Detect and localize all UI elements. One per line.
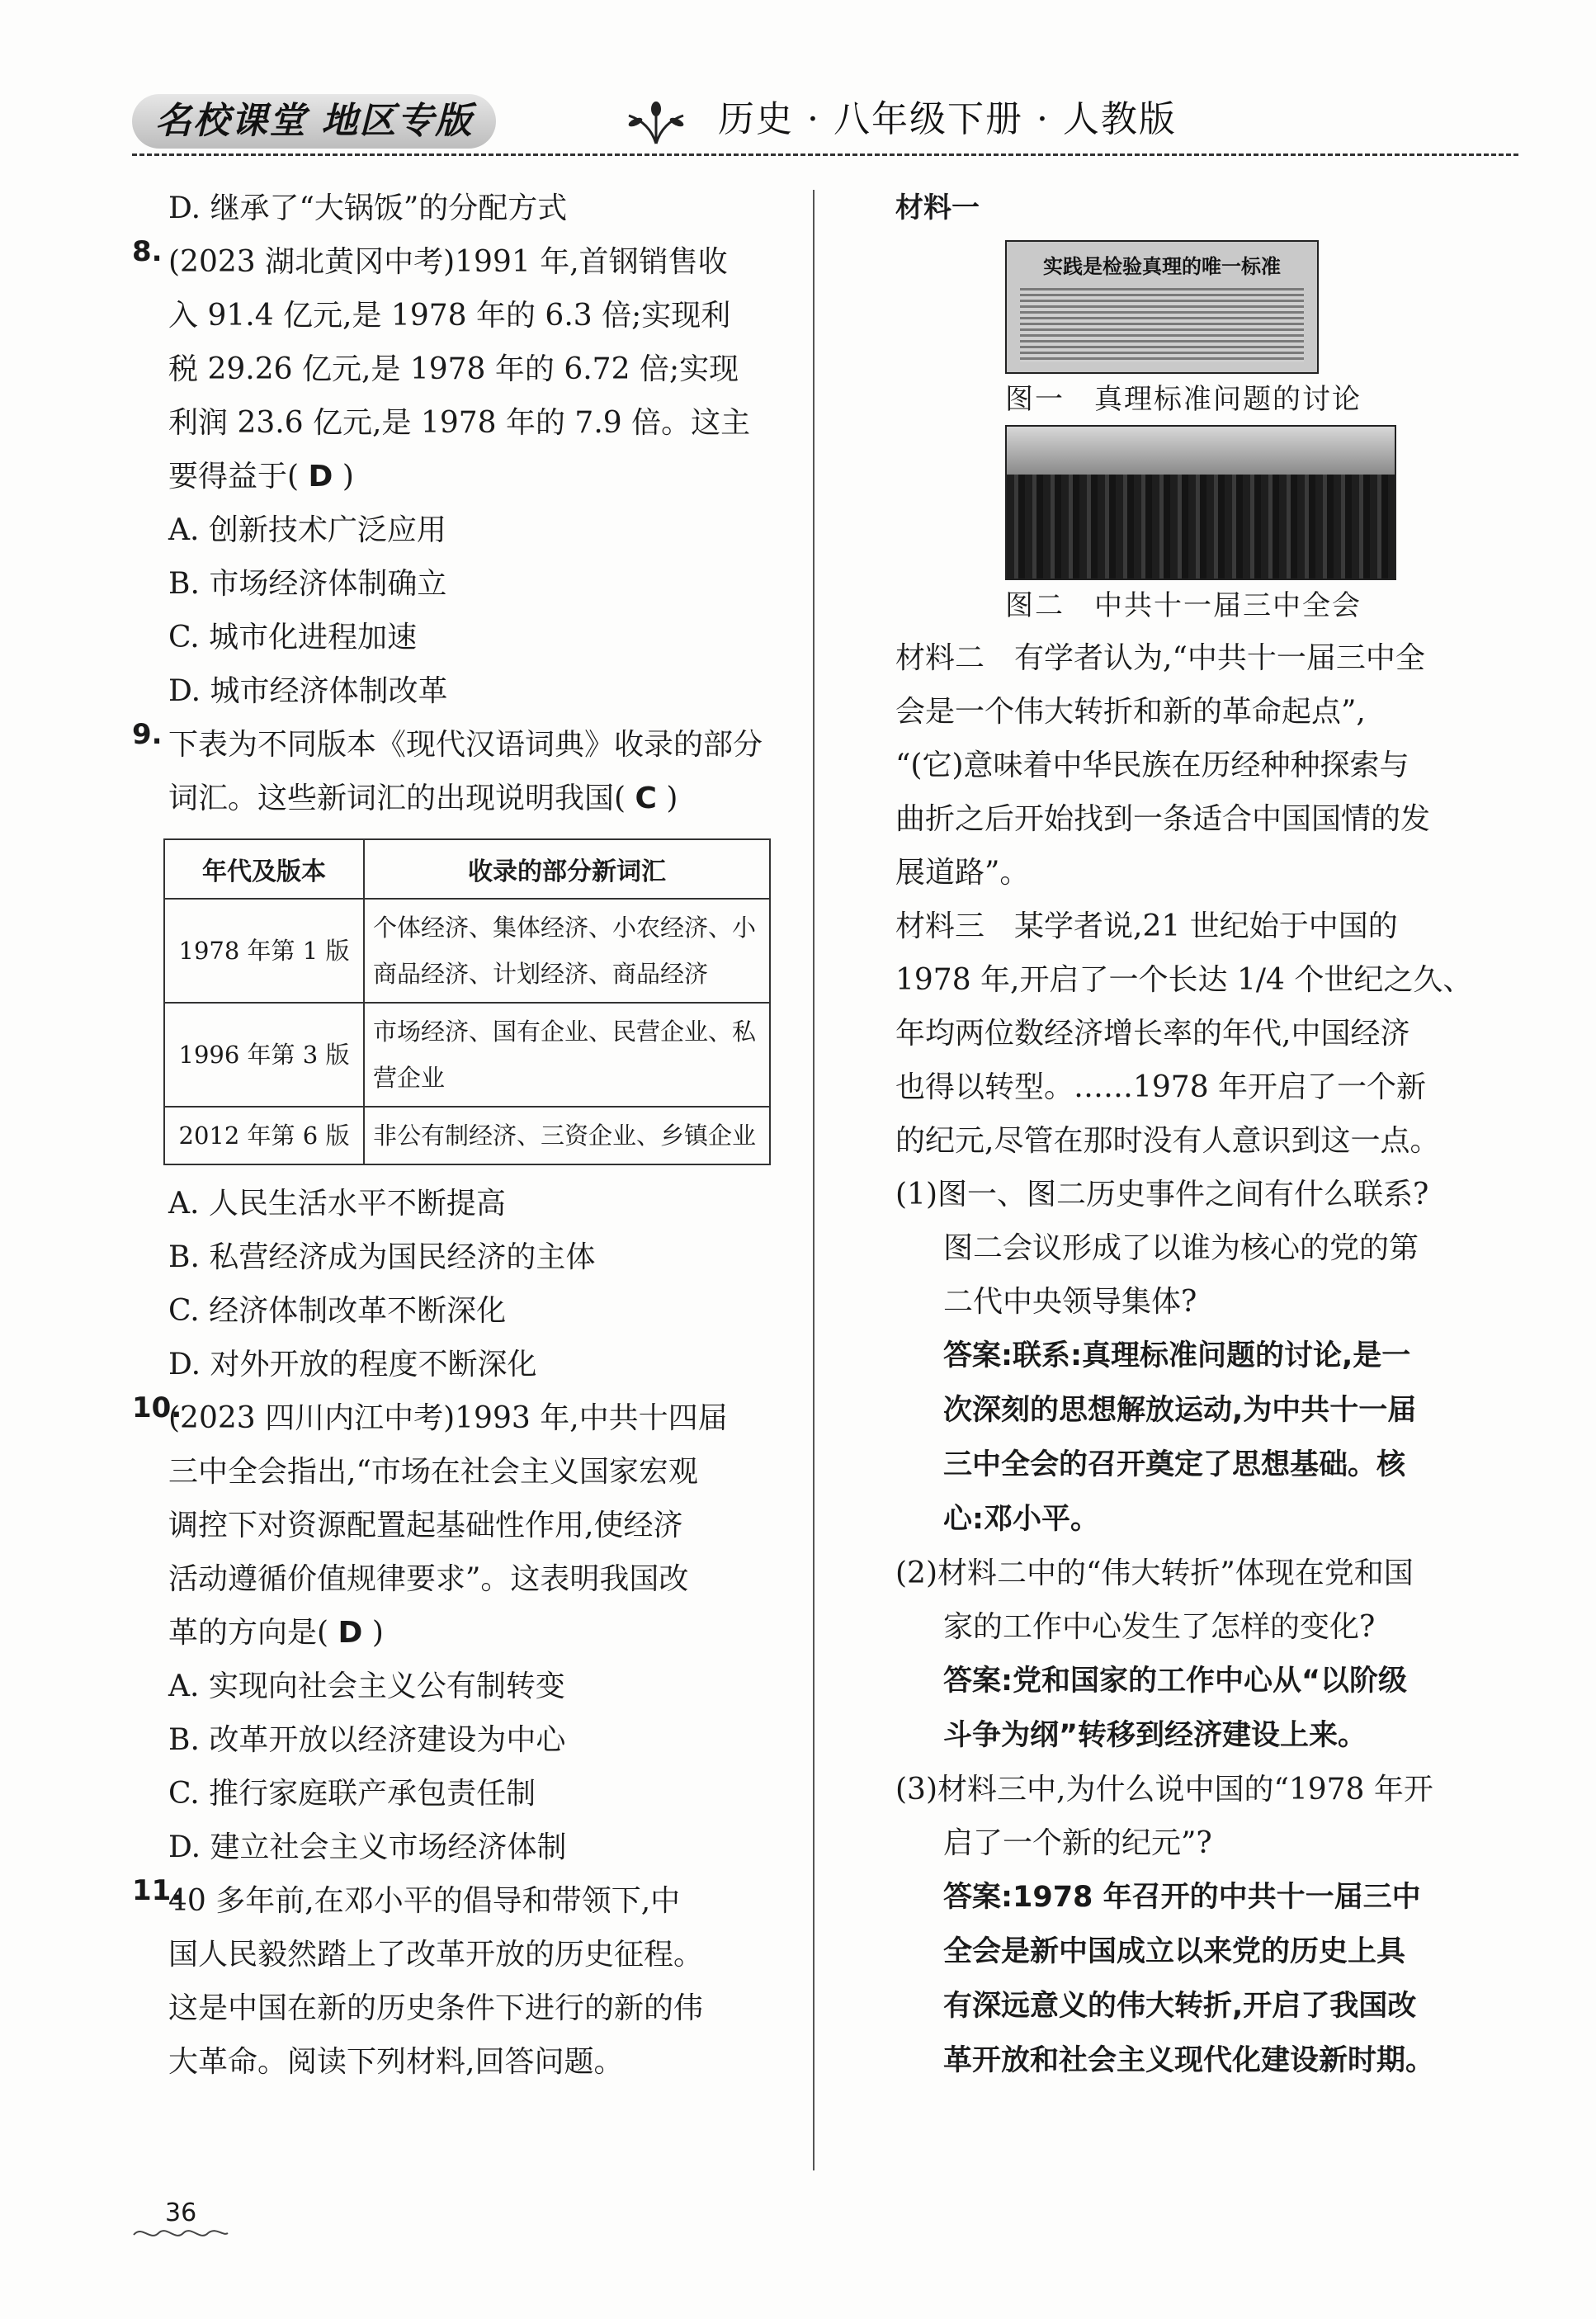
page-header	[132, 89, 1518, 155]
option: C. 城市化进程加速	[168, 621, 418, 654]
plenary-session-photo	[1005, 425, 1396, 580]
column-divider	[813, 190, 815, 2170]
table-cell: 个体经济、集体经济、小农经济、小商品经济、计划经济、商品经济	[364, 899, 770, 1003]
question-8	[132, 235, 792, 503]
material-3-text: 的纪元,尽管在那时没有人意识到这一点。	[895, 1124, 1440, 1158]
answer-3: 有深远意义的伟大转折,开启了我国改	[943, 1990, 1417, 2023]
sub-question-3: 启了一个新的纪元”?	[943, 1826, 1212, 1860]
answer-1: 三中全会的召开奠定了思想基础。核	[943, 1448, 1406, 1481]
newspaper-headline: 实践是检验真理的唯一标准	[1043, 255, 1281, 278]
material-3-text: 年均两位数经济增长率的年代,中国经济	[895, 1017, 1410, 1051]
option: A. 创新技术广泛应用	[168, 513, 446, 547]
question-text: 活动遵循价值规律要求”。这表明我国改	[168, 1562, 689, 1596]
option: C. 经济体制改革不断深化	[168, 1294, 507, 1328]
answer-letter: C	[635, 782, 657, 815]
material-3-text: 1978 年,开启了一个长达 1/4 个世纪之久、	[895, 963, 1473, 997]
question-10	[132, 1391, 792, 1660]
option: B. 私营经济成为国民经济的主体	[168, 1240, 596, 1274]
newspaper-text-block	[1020, 288, 1304, 362]
material-2-text: 会是一个伟大转折和新的革命起点”,	[895, 695, 1366, 729]
sub-question-2: (2)材料二中的“伟大转折”体现在党和国	[895, 1556, 1414, 1590]
swirl-ornament-icon	[130, 2225, 229, 2241]
figure-1-caption: 图一 真理标准问题的讨论	[1005, 383, 1362, 416]
answer-3: 答案:1978 年召开的中共十一届三中	[943, 1881, 1421, 1914]
answer-3: 革开放和社会主义现代化建设新时期。	[943, 2044, 1435, 2077]
right-column	[895, 182, 1506, 2088]
question-text: 这是中国在新的历史条件下进行的新的伟	[168, 1991, 704, 2025]
question-text: 词汇。这些新词汇的出现说明我国( C )	[168, 782, 678, 815]
sub-question-1: 二代中央领导集体?	[943, 1285, 1197, 1319]
material-2-text: 材料二 有学者认为,“中共十一届三中全	[895, 641, 1425, 675]
option: B. 市场经济体制确立	[168, 567, 447, 601]
newspaper-photo	[1005, 240, 1319, 374]
question-text: 大革命。阅读下列材料,回答问题。	[168, 2045, 624, 2079]
question-9	[132, 718, 792, 825]
option: A. 实现向社会主义公有制转变	[168, 1670, 565, 1703]
material-2-text: “(它)意味着中华民族在历经种种探索与	[895, 749, 1409, 782]
question-number: 10.	[132, 1391, 182, 1424]
question-text: (2023 湖北黄冈中考)1991 年,首钢销售收	[168, 245, 728, 279]
question-text: 税 29.26 亿元,是 1978 年的 6.72 倍;实现	[168, 352, 739, 386]
table-cell: 市场经济、国有企业、民营企业、私营企业	[364, 1003, 770, 1107]
answer-2: 答案:党和国家的工作中心从“以阶级	[943, 1665, 1408, 1698]
left-column	[132, 182, 792, 2089]
table-cell: 1996 年第 3 版	[164, 1003, 364, 1107]
sub-question-2: 家的工作中心发生了怎样的变化?	[943, 1610, 1376, 1644]
question-number: 9.	[132, 718, 163, 751]
material-2-text: 展道路”。	[895, 856, 1030, 890]
answer-3: 全会是新中国成立以来党的历史上具	[943, 1935, 1406, 1968]
question-text: 下表为不同版本《现代汉语词典》收录的部分	[168, 728, 763, 762]
option: D. 建立社会主义市场经济体制	[168, 1830, 567, 1864]
option: A. 人民生活水平不断提高	[168, 1187, 506, 1221]
sub-question-3: (3)材料三中,为什么说中国的“1978 年开	[895, 1773, 1433, 1807]
answer-letter: D	[338, 1616, 363, 1650]
q7-option-d: D. 继承了“大锅饭”的分配方式	[168, 191, 568, 225]
question-text: (2023 四川内江中考)1993 年,中共十四届	[168, 1401, 728, 1435]
header-divider	[132, 153, 1518, 156]
table-row	[164, 1003, 770, 1107]
answer-2: 斗争为纲”转移到经济建设上来。	[943, 1719, 1367, 1752]
question-text: 利润 23.6 亿元,是 1978 年的 7.9 倍。这主	[168, 406, 751, 440]
question-text: 调控下对资源配置起基础性作用,使经济	[168, 1509, 683, 1542]
wheat-ornament-icon	[619, 101, 693, 147]
question-text: 国人民毅然踏上了改革开放的历史征程。	[168, 1938, 704, 1972]
table-cell: 1978 年第 1 版	[164, 899, 364, 1003]
answer-1: 答案:联系:真理标准问题的讨论,是一	[943, 1339, 1411, 1372]
option: D. 对外开放的程度不断深化	[168, 1348, 537, 1381]
option: B. 改革开放以经济建设为中心	[168, 1723, 566, 1757]
table-header: 收录的部分新词汇	[364, 839, 770, 899]
table-header: 年代及版本	[164, 839, 364, 899]
page-number: 36	[165, 2199, 197, 2227]
sub-question-1: 图二会议形成了以谁为核心的党的第	[943, 1231, 1419, 1265]
figure-2-caption: 图二 中共十一届三中全会	[1005, 589, 1362, 622]
sub-question-1: (1)图一、图二历史事件之间有什么联系?	[895, 1178, 1429, 1211]
table-cell: 非公有制经济、三资企业、乡镇企业	[364, 1107, 770, 1164]
table-row	[164, 1107, 770, 1164]
material-3-text: 材料三 某学者说,21 世纪始于中国的	[895, 909, 1398, 943]
series-brand: 名校课堂 地区专版	[132, 94, 496, 149]
question-11	[132, 1874, 792, 2089]
question-number: 11.	[132, 1874, 182, 1907]
answer-letter: D	[308, 460, 333, 494]
material-2-text: 曲折之后开始找到一条适合中国国情的发	[895, 802, 1431, 836]
question-text: 40 多年前,在邓小平的倡导和带领下,中	[168, 1884, 681, 1918]
answer-1: 心:邓小平。	[943, 1503, 1099, 1536]
question-text: 要得益于( D )	[168, 460, 354, 494]
table-row	[164, 899, 770, 1003]
subject-title: 历史 · 八年级下册 · 人教版	[718, 98, 1177, 140]
question-text: 入 91.4 亿元,是 1978 年的 6.3 倍;实现利	[168, 299, 731, 333]
question-text: 革的方向是( D )	[168, 1616, 384, 1650]
dictionary-table	[163, 838, 771, 1165]
table-header-row	[164, 839, 770, 899]
photo-stage-area	[1007, 427, 1395, 475]
question-number: 8.	[132, 235, 163, 268]
material-3-text: 也得以转型。……1978 年开启了一个新	[895, 1070, 1427, 1104]
table-cell: 2012 年第 6 版	[164, 1107, 364, 1164]
option: C. 推行家庭联产承包责任制	[168, 1777, 536, 1811]
option: D. 城市经济体制改革	[168, 674, 448, 708]
material-1-label: 材料一	[895, 191, 980, 224]
question-text: 三中全会指出,“市场在社会主义国家宏观	[168, 1455, 698, 1489]
answer-1: 次深刻的思想解放运动,为中共十一届	[943, 1394, 1417, 1427]
